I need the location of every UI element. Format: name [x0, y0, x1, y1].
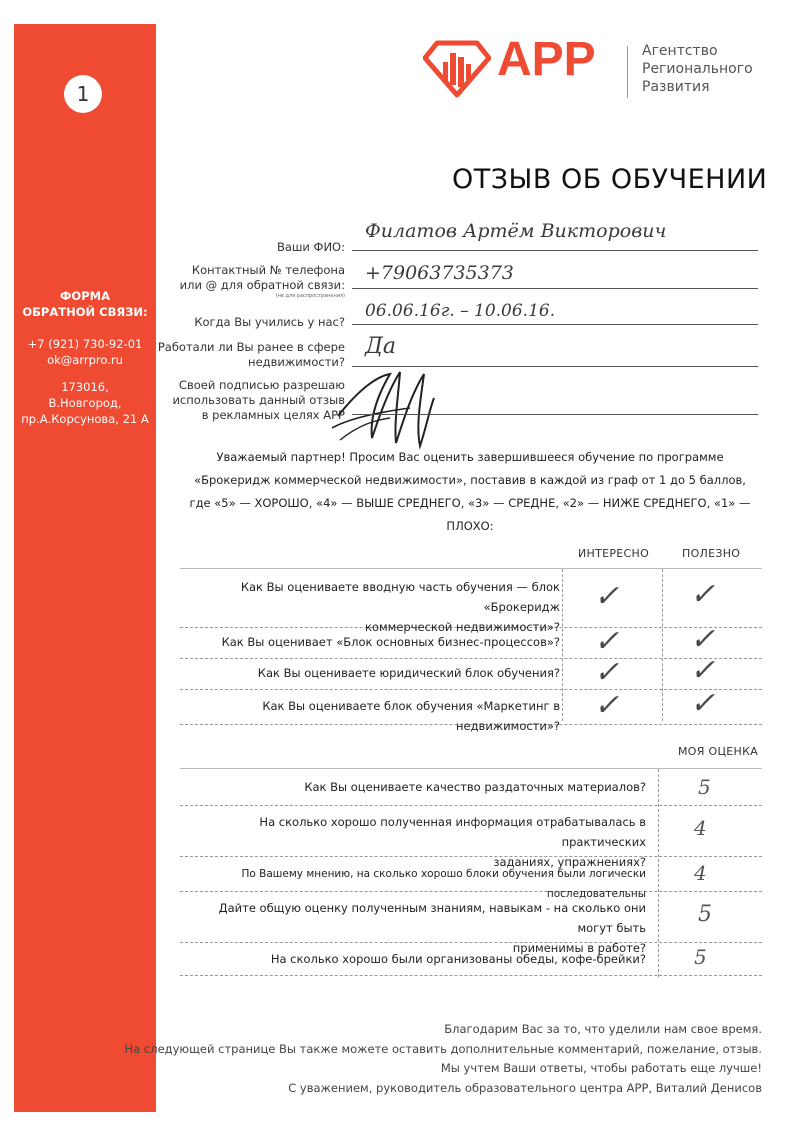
question-text: По Вашему мнению, на сколько хорошо блоки обучения были логически последовательны — [241, 868, 646, 900]
useful-check[interactable]: ✓ — [690, 653, 716, 688]
intro-text — [180, 446, 760, 538]
logo-subtitle-line3: Развития — [642, 79, 710, 95]
address-line3: пр.А.Корсунова, 21 А — [21, 412, 149, 426]
intro-line2: «Брокеридж коммерческой недвижимости», поставив в каждой из граф от 1 до 5 баллов, — [194, 473, 746, 487]
interesting-check[interactable]: ✓ — [594, 688, 620, 723]
table-row — [180, 892, 762, 955]
consent-label-line1: Своей подписью разрешаю — [178, 378, 345, 392]
sidebar — [14, 24, 156, 1112]
consent-line — [352, 414, 758, 415]
col-interesting: ИНТЕРЕСНО — [578, 547, 650, 560]
contact-label-line1: Контактный № телефона — [191, 263, 345, 277]
signature-icon — [330, 368, 440, 450]
contact-value[interactable]: +79063735373 — [365, 262, 514, 284]
address-line1: 173016, — [61, 380, 109, 394]
question-line: заданиях, упражнениях? — [493, 855, 646, 869]
experience-line — [352, 366, 758, 367]
table-row — [180, 569, 762, 634]
experience-label — [158, 340, 345, 370]
closing-line1: Благодарим Вас за то, что уделили нам свое время. — [444, 1022, 762, 1036]
document-title: ОТЗЫВ ОБ ОБУЧЕНИИ — [452, 164, 768, 195]
column-divider — [658, 769, 659, 977]
logo-subtitle-line1: Агентство — [642, 43, 718, 59]
grade-value[interactable]: 5 — [698, 902, 712, 927]
dates-line — [352, 324, 758, 325]
consent-label — [172, 378, 345, 423]
question-line: Как Вы оцениваете вводную часть обучения — блок «Брокеридж — [240, 580, 560, 614]
grade-value[interactable]: 5 — [694, 945, 707, 969]
sidebar-title-line1: ФОРМА — [60, 289, 110, 303]
column-divider — [662, 569, 663, 721]
question-text: Как Вы оцениваете блок обучения «Маркетинг в недвижимости»? — [262, 699, 560, 733]
fio-line — [352, 250, 758, 251]
rating-table — [180, 768, 762, 976]
useful-check[interactable]: ✓ — [690, 686, 716, 721]
intro-line3: где «5» — ХОРОШО, «4» — ВЫШЕ СРЕДНЕГО, «3» — СРЕДНЕ, «2» — НИЖЕ СРЕДНЕГО, «1» — ПЛОХО: — [189, 496, 751, 533]
question-text: Как Вы оцениваете качество раздаточных материалов? — [304, 780, 646, 794]
useful-check[interactable]: ✓ — [690, 622, 716, 657]
fio-value[interactable]: Филатов Артём Викторович — [365, 220, 667, 242]
contact-label-line2: или @ для обратной связи: — [179, 278, 345, 292]
block-table — [180, 568, 762, 733]
experience-value[interactable]: Да — [365, 334, 397, 359]
closing-line2: На следующей страницe Вы также можете оставить дополнительные комментарий, пожелание, отзыв. — [124, 1041, 762, 1056]
question-line: Дайте общую оценку полученным знаниям, навыкам - на сколько они могут быть — [218, 901, 646, 935]
question-line: применимы в работе? — [512, 941, 646, 955]
page-number: 1 — [64, 75, 102, 113]
logo-divider — [627, 46, 628, 98]
contact-line — [352, 288, 758, 289]
logo-diamond-icon — [423, 40, 491, 98]
logo-name: АРР — [497, 33, 596, 86]
sidebar-title-line2: ОБРАТНОЙ СВЯЗИ: — [22, 305, 148, 319]
logo-subtitle — [642, 42, 753, 96]
experience-label-line1: Работали ли Вы ранее в сфере — [157, 340, 345, 354]
question-line: коммерческой недвижимости»? — [365, 620, 560, 634]
consent-label-line3: в рекламных целях АРР — [201, 408, 345, 422]
grade-value[interactable]: 5 — [698, 775, 711, 799]
grade-value[interactable]: 4 — [694, 861, 707, 885]
grade-value[interactable]: 4 — [694, 816, 707, 840]
consent-label-line2: использовать данный отзыв — [172, 393, 345, 407]
table-row — [180, 653, 762, 690]
question-text: На сколько хорошо были организованы обеды, кофе-брейки? — [270, 952, 646, 966]
question-text: Как Вы оценивает «Блок основных бизнес-процессов»? — [221, 635, 560, 649]
address-line2: В.Новгород, — [48, 396, 122, 410]
table-row — [180, 806, 762, 869]
dates-value[interactable]: 06.06.16г. – 10.06.16. — [365, 301, 556, 321]
useful-check[interactable]: ✓ — [690, 577, 716, 612]
table-row — [180, 943, 762, 976]
col-my-grade: МОЯ ОЦЕНКА — [678, 745, 759, 758]
sidebar-title — [14, 288, 156, 320]
column-divider — [562, 569, 563, 721]
interesting-check[interactable]: ✓ — [594, 624, 620, 659]
closing-text — [125, 1020, 762, 1098]
sidebar-address — [14, 379, 156, 427]
closing-line4: С уважением, руководитель образовательного центра АРР, Виталий Денисов — [288, 1080, 762, 1095]
contact-label — [180, 263, 345, 299]
experience-label-line2: недвижимости? — [248, 355, 345, 369]
dates-label: Когда Вы учились у нас? — [194, 315, 345, 329]
table-row — [180, 857, 762, 900]
contact-note: (не для распространения) — [275, 293, 345, 299]
sidebar-phone: +7 (921) 730-92-01 — [27, 337, 143, 351]
intro-line1: Уважаемый партнер! Просим Вас оценить завершившееся обучение по программе — [216, 450, 724, 464]
col-useful: ПОЛЕЗНО — [682, 547, 741, 560]
sidebar-email: ok@arrpro.ru — [47, 353, 123, 367]
closing-line3: Мы учтем Ваши ответы, чтобы работать еще лучше! — [440, 1061, 762, 1075]
question-text: Как Вы оцениваете юридический блок обучения? — [257, 666, 560, 680]
question-line: На сколько хорошо полученная информация отрабатывалась в практических — [259, 815, 646, 849]
table-row — [180, 769, 762, 806]
interesting-check[interactable]: ✓ — [594, 579, 620, 614]
interesting-check[interactable]: ✓ — [594, 655, 620, 690]
fio-label: Ваши ФИО: — [276, 240, 345, 254]
table-row — [180, 686, 762, 733]
logo-subtitle-line2: Регионального — [642, 61, 753, 77]
